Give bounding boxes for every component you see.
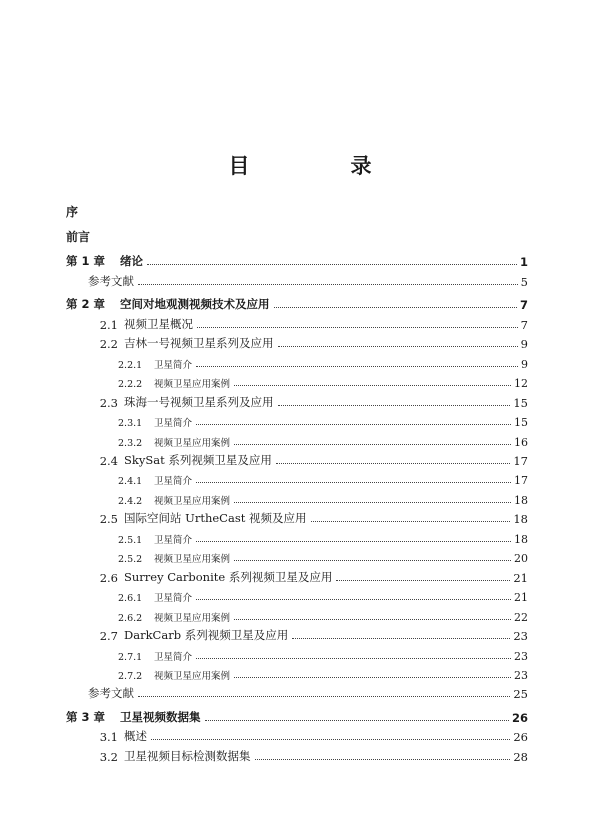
toc-entry-title: 空间对地观测视频技术及应用: [120, 297, 270, 312]
page-title: 目 录: [228, 154, 412, 178]
toc-entry-title: 吉林一号视频卫星系列及应用: [124, 336, 274, 351]
toc-entry-page: 5: [520, 274, 528, 289]
toc-entry-section[interactable]: [66, 332, 528, 351]
toc-entry-title: 珠海一号视频卫星系列及应用: [124, 394, 274, 409]
toc-entry-chapter[interactable]: [66, 293, 528, 312]
toc-entry-title: 视频卫星应用案例: [154, 554, 231, 566]
toc-entry-page: 21: [514, 591, 528, 605]
leader-dots: [234, 385, 511, 386]
toc-entry-page: 17: [513, 453, 528, 468]
leader-dots: [147, 264, 517, 265]
toc-entry-number: 第 3 章: [66, 709, 106, 724]
toc-entry-ref[interactable]: [66, 269, 528, 288]
toc-entry-title: 卫星视频数据集: [120, 709, 201, 724]
toc-entry-title: 卫星视频目标检测数据集: [124, 748, 251, 763]
leader-dots: [196, 366, 518, 367]
leader-dots: [196, 541, 511, 542]
toc-entry-title: 视频卫星应用案例: [154, 379, 231, 391]
toc-entry-number: 2.4.1: [118, 476, 143, 488]
toc-entry-page: 23: [514, 649, 528, 663]
toc-entry-chapter[interactable]: [66, 705, 528, 724]
toc-entry-section[interactable]: [66, 390, 528, 409]
toc-entry-sub[interactable]: [66, 546, 528, 565]
toc-entry-section[interactable]: [66, 744, 528, 763]
toc-entry-sub[interactable]: [66, 526, 528, 545]
toc-entry-page: 9: [521, 357, 528, 371]
toc-entry-page: 18: [514, 493, 528, 507]
toc-entry-number: 2.2.2: [118, 379, 143, 391]
toc-entry-title: DarkCarb 系列视频卫星及应用: [124, 628, 289, 643]
toc-entry-page: 1: [519, 255, 528, 270]
toc-entry-title: 卫星简介: [154, 593, 193, 605]
toc-entry-title: 视频卫星应用案例: [154, 437, 231, 449]
toc-entry-number: 2.2: [99, 337, 118, 352]
toc-entry-page: 28: [513, 749, 528, 764]
toc-entry-title: 国际空间站 UrtheCast 视频及应用: [124, 511, 307, 526]
toc-entry-title: Surrey Carbonite 系列视频卫星及应用: [124, 569, 333, 584]
toc-entry-title: SkySat 系列视频卫星及应用: [124, 452, 272, 467]
toc-entry-page: 18: [513, 512, 528, 527]
leader-dots: [276, 463, 511, 464]
leader-dots: [234, 619, 511, 620]
toc-entry-title: 视频卫星应用案例: [154, 612, 231, 624]
toc-entry-number: 2.7.2: [118, 670, 143, 682]
toc-entry-page: 7: [519, 298, 528, 313]
leader-dots: [278, 405, 511, 406]
toc-entry-sub[interactable]: [66, 371, 528, 390]
toc-entry-number: 2.7: [99, 629, 118, 644]
toc-entry-number: 2.6.2: [118, 612, 143, 624]
leader-dots: [292, 638, 510, 639]
toc-entry-number: 3.1: [99, 730, 118, 745]
toc-entry-title: 绪论: [120, 254, 143, 269]
toc-entry-ref[interactable]: [66, 682, 528, 701]
toc-entry-number: 2.6: [99, 570, 118, 585]
leader-dots: [234, 677, 511, 678]
toc-entry-number: 2.2.1: [118, 359, 143, 371]
toc-entry-page: 26: [513, 730, 528, 745]
toc-entry-title: 参考文献: [88, 686, 134, 701]
toc-entry-title: 参考文献: [88, 273, 134, 288]
leader-dots: [234, 560, 511, 561]
leader-dots: [234, 444, 511, 445]
toc-entry-page: 15: [513, 395, 528, 410]
toc-entry-sub[interactable]: [66, 604, 528, 623]
toc-entry-number: 3.2: [99, 749, 118, 764]
toc-entry-sub[interactable]: [66, 643, 528, 662]
toc-entry-page: 7: [520, 317, 528, 332]
toc-entry-page: 22: [514, 610, 528, 624]
toc-entry-page: 20: [514, 552, 528, 566]
leader-dots: [138, 696, 510, 697]
toc-entry-page: 9: [520, 337, 528, 352]
leader-dots: [278, 346, 518, 347]
toc-entry-page: 21: [513, 570, 528, 585]
toc-entry-title: 视频卫星概况: [124, 316, 193, 331]
toc-entry-page: 15: [514, 416, 528, 430]
table-of-contents: [66, 250, 528, 764]
leader-dots: [255, 759, 511, 760]
toc-entry-sub[interactable]: [66, 468, 528, 487]
toc-entry-section[interactable]: [66, 624, 528, 643]
toc-entry-section[interactable]: [66, 507, 528, 526]
toc-entry-number: 2.1: [99, 317, 118, 332]
toc-entry-chapter[interactable]: [66, 250, 528, 269]
leader-dots: [311, 521, 511, 522]
toc-entry-sub[interactable]: [66, 663, 528, 682]
toc-entry-number: 2.3: [99, 395, 118, 410]
toc-entry-page: 16: [514, 435, 528, 449]
leader-dots: [196, 482, 511, 483]
preface-qianyan[interactable]: 前言: [66, 230, 91, 244]
toc-entry-number: 第 2 章: [66, 297, 106, 312]
leader-dots: [196, 599, 511, 600]
toc-entry-page: 23: [514, 668, 528, 682]
leader-dots: [196, 658, 511, 659]
toc-entry-number: 2.3.2: [118, 437, 143, 449]
toc-entry-page: 18: [514, 532, 528, 546]
toc-entry-section[interactable]: [66, 312, 528, 331]
toc-entry-number: 2.6.1: [118, 593, 143, 605]
preface-xu[interactable]: 序: [66, 205, 79, 219]
toc-entry-page: 17: [514, 474, 528, 488]
toc-entry-sub[interactable]: [66, 585, 528, 604]
toc-entry-page: 23: [513, 629, 528, 644]
toc-entry-number: 2.5.2: [118, 554, 143, 566]
toc-entry-number: 2.4: [99, 453, 118, 468]
leader-dots: [196, 424, 511, 425]
toc-entry-title: 卫星简介: [154, 534, 193, 546]
leader-dots: [234, 502, 511, 503]
toc-entry-number: 2.7.1: [118, 651, 143, 663]
leader-dots: [205, 720, 509, 721]
toc-entry-section[interactable]: [66, 449, 528, 468]
toc-entry-page: 26: [511, 710, 528, 725]
toc-entry-title: 卫星简介: [154, 476, 193, 488]
toc-entry-number: 第 1 章: [66, 254, 106, 269]
leader-dots: [336, 580, 510, 581]
leader-dots: [138, 284, 518, 285]
toc-entry-section[interactable]: [66, 725, 528, 744]
toc-entry-number: 2.5.1: [118, 534, 143, 546]
toc-entry-sub[interactable]: [66, 487, 528, 506]
toc-entry-sub[interactable]: [66, 429, 528, 448]
toc-entry-sub[interactable]: [66, 351, 528, 370]
leader-dots: [274, 307, 517, 308]
toc-entry-title: 概述: [124, 729, 147, 744]
toc-entry-title: 视频卫星应用案例: [154, 495, 231, 507]
leader-dots: [151, 739, 510, 740]
toc-entry-number: 2.4.2: [118, 495, 143, 507]
toc-entry-title: 卫星简介: [154, 651, 193, 663]
toc-entry-number: 2.3.1: [118, 418, 143, 430]
toc-entry-title: 视频卫星应用案例: [154, 670, 231, 682]
toc-entry-sub[interactable]: [66, 410, 528, 429]
toc-entry-page: 25: [513, 687, 528, 702]
toc-entry-section[interactable]: [66, 565, 528, 584]
toc-entry-page: 12: [514, 377, 528, 391]
toc-entry-title: 卫星简介: [154, 359, 193, 371]
toc-entry-number: 2.5: [99, 512, 118, 527]
toc-entry-title: 卫星简介: [154, 418, 193, 430]
leader-dots: [197, 327, 518, 328]
